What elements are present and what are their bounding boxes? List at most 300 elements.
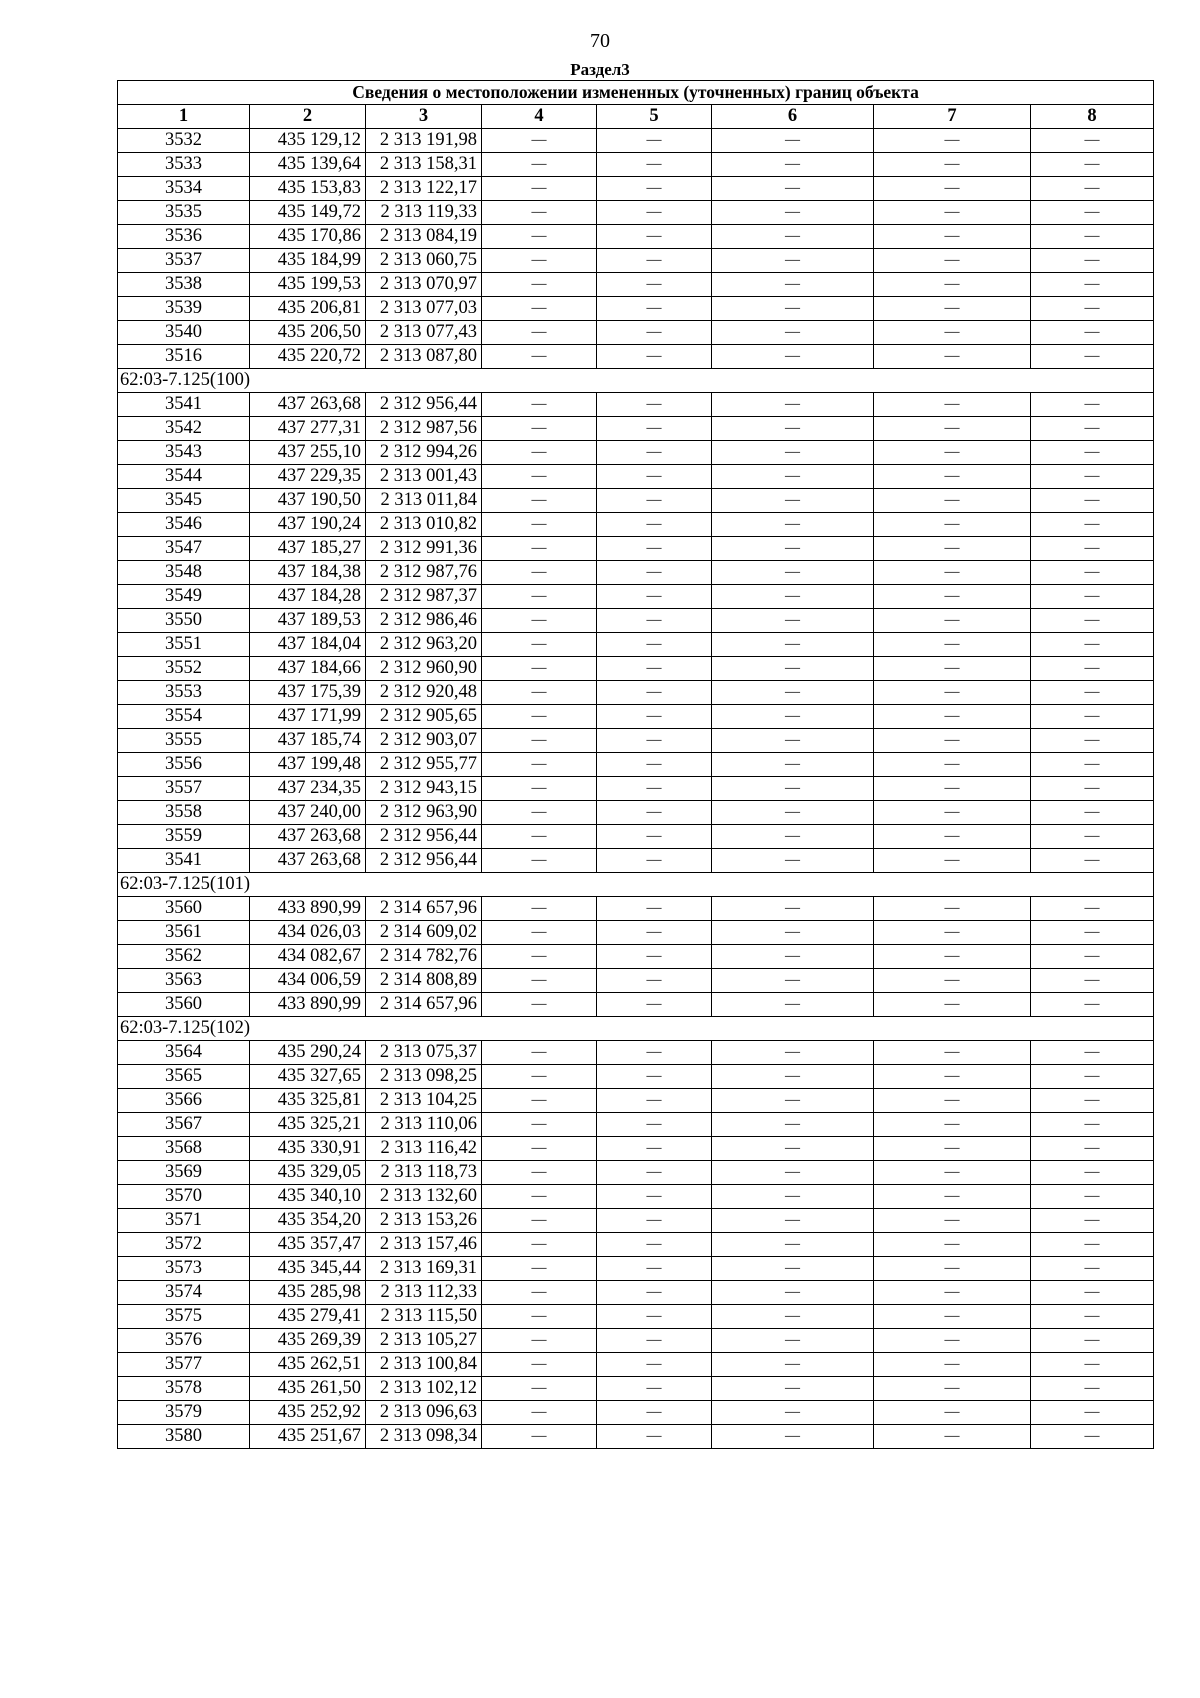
point-number-cell: 3558 [118, 801, 250, 825]
empty-value-cell: — [482, 681, 597, 705]
empty-value-cell: — [482, 1065, 597, 1089]
point-number-cell: 3541 [118, 849, 250, 873]
point-number-cell: 3565 [118, 1065, 250, 1089]
point-number-cell: 3567 [118, 1113, 250, 1137]
table-row [118, 1257, 1154, 1281]
point-number-cell: 3560 [118, 993, 250, 1017]
empty-value-cell: — [482, 465, 597, 489]
point-number-cell: 3535 [118, 201, 250, 225]
table-row [118, 729, 1154, 753]
empty-value-cell: — [482, 609, 597, 633]
empty-value-cell: — [712, 1353, 874, 1377]
empty-value-cell: — [597, 513, 712, 537]
point-number-cell: 3575 [118, 1305, 250, 1329]
empty-value-cell: — [712, 1401, 874, 1425]
empty-value-cell: — [874, 1185, 1031, 1209]
empty-value-cell: — [597, 1377, 712, 1401]
empty-value-cell: — [482, 273, 597, 297]
empty-value-cell: — [1031, 1281, 1154, 1305]
table-row [118, 657, 1154, 681]
y-coordinate-cell: 2 313 096,63 [366, 1401, 482, 1425]
y-coordinate-cell: 2 312 987,37 [366, 585, 482, 609]
empty-value-cell: — [1031, 417, 1154, 441]
empty-value-cell: — [874, 609, 1031, 633]
empty-value-cell: — [482, 249, 597, 273]
empty-value-cell: — [874, 153, 1031, 177]
empty-value-cell: — [597, 825, 712, 849]
empty-value-cell: — [1031, 177, 1154, 201]
empty-value-cell: — [482, 1425, 597, 1449]
group-row [118, 369, 1154, 393]
empty-value-cell: — [874, 201, 1031, 225]
table-row [118, 1281, 1154, 1305]
y-coordinate-cell: 2 313 087,80 [366, 345, 482, 369]
point-number-cell: 3569 [118, 1161, 250, 1185]
y-coordinate-cell: 2 313 119,33 [366, 201, 482, 225]
empty-value-cell: — [712, 969, 874, 993]
empty-value-cell: — [712, 1329, 874, 1353]
empty-value-cell: — [482, 1233, 597, 1257]
empty-value-cell: — [597, 249, 712, 273]
empty-value-cell: — [712, 1257, 874, 1281]
y-coordinate-cell: 2 313 098,25 [366, 1065, 482, 1089]
table-row [118, 1401, 1154, 1425]
x-coordinate-cell: 437 184,66 [250, 657, 366, 681]
empty-value-cell: — [1031, 513, 1154, 537]
empty-value-cell: — [874, 417, 1031, 441]
empty-value-cell: — [712, 393, 874, 417]
y-coordinate-cell: 2 314 657,96 [366, 993, 482, 1017]
empty-value-cell: — [597, 1425, 712, 1449]
y-coordinate-cell: 2 312 963,20 [366, 633, 482, 657]
empty-value-cell: — [874, 1113, 1031, 1137]
point-number-cell: 3555 [118, 729, 250, 753]
empty-value-cell: — [597, 585, 712, 609]
empty-value-cell: — [874, 657, 1031, 681]
empty-value-cell: — [1031, 993, 1154, 1017]
empty-value-cell: — [482, 1209, 597, 1233]
empty-value-cell: — [597, 993, 712, 1017]
empty-value-cell: — [712, 297, 874, 321]
empty-value-cell: — [597, 945, 712, 969]
empty-value-cell: — [1031, 561, 1154, 585]
point-number-cell: 3516 [118, 345, 250, 369]
y-coordinate-cell: 2 313 084,19 [366, 225, 482, 249]
point-number-cell: 3562 [118, 945, 250, 969]
empty-value-cell: — [874, 993, 1031, 1017]
empty-value-cell: — [597, 465, 712, 489]
empty-value-cell: — [597, 1041, 712, 1065]
x-coordinate-cell: 435 262,51 [250, 1353, 366, 1377]
point-number-cell: 3532 [118, 129, 250, 153]
empty-value-cell: — [874, 1305, 1031, 1329]
point-number-cell: 3564 [118, 1041, 250, 1065]
empty-value-cell: — [1031, 585, 1154, 609]
y-coordinate-cell: 2 312 956,44 [366, 849, 482, 873]
empty-value-cell: — [482, 825, 597, 849]
empty-value-cell: — [1031, 897, 1154, 921]
empty-value-cell: — [597, 897, 712, 921]
empty-value-cell: — [1031, 777, 1154, 801]
table-row [118, 1353, 1154, 1377]
x-coordinate-cell: 437 240,00 [250, 801, 366, 825]
empty-value-cell: — [597, 225, 712, 249]
y-coordinate-cell: 2 313 115,50 [366, 1305, 482, 1329]
empty-value-cell: — [482, 1353, 597, 1377]
point-number-cell: 3544 [118, 465, 250, 489]
empty-value-cell: — [712, 777, 874, 801]
empty-value-cell: — [1031, 273, 1154, 297]
x-coordinate-cell: 434 082,67 [250, 945, 366, 969]
empty-value-cell: — [597, 681, 712, 705]
empty-value-cell: — [597, 1089, 712, 1113]
empty-value-cell: — [712, 1113, 874, 1137]
x-coordinate-cell: 435 261,50 [250, 1377, 366, 1401]
empty-value-cell: — [482, 297, 597, 321]
empty-value-cell: — [482, 177, 597, 201]
empty-value-cell: — [482, 801, 597, 825]
x-coordinate-cell: 437 263,68 [250, 825, 366, 849]
empty-value-cell: — [874, 273, 1031, 297]
column-header: 8 [1031, 105, 1154, 129]
empty-value-cell: — [874, 321, 1031, 345]
empty-value-cell: — [597, 1185, 712, 1209]
x-coordinate-cell: 437 190,50 [250, 489, 366, 513]
empty-value-cell: — [874, 729, 1031, 753]
y-coordinate-cell: 2 314 808,89 [366, 969, 482, 993]
empty-value-cell: — [597, 1281, 712, 1305]
empty-value-cell: — [1031, 1401, 1154, 1425]
point-number-cell: 3554 [118, 705, 250, 729]
x-coordinate-cell: 435 330,91 [250, 1137, 366, 1161]
empty-value-cell: — [482, 657, 597, 681]
empty-value-cell: — [712, 345, 874, 369]
empty-value-cell: — [712, 609, 874, 633]
point-number-cell: 3580 [118, 1425, 250, 1449]
empty-value-cell: — [482, 585, 597, 609]
empty-value-cell: — [874, 825, 1031, 849]
empty-value-cell: — [482, 1161, 597, 1185]
x-coordinate-cell: 435 325,21 [250, 1113, 366, 1137]
table-row [118, 249, 1154, 273]
empty-value-cell: — [1031, 1209, 1154, 1233]
empty-value-cell: — [597, 489, 712, 513]
empty-value-cell: — [482, 849, 597, 873]
empty-value-cell: — [482, 945, 597, 969]
empty-value-cell: — [1031, 849, 1154, 873]
empty-value-cell: — [482, 1041, 597, 1065]
empty-value-cell: — [1031, 753, 1154, 777]
empty-value-cell: — [1031, 657, 1154, 681]
empty-value-cell: — [597, 417, 712, 441]
empty-value-cell: — [1031, 729, 1154, 753]
empty-value-cell: — [1031, 825, 1154, 849]
empty-value-cell: — [1031, 1113, 1154, 1137]
empty-value-cell: — [712, 897, 874, 921]
y-coordinate-cell: 2 313 116,42 [366, 1137, 482, 1161]
y-coordinate-cell: 2 313 112,33 [366, 1281, 482, 1305]
y-coordinate-cell: 2 313 001,43 [366, 465, 482, 489]
point-number-cell: 3573 [118, 1257, 250, 1281]
x-coordinate-cell: 435 206,50 [250, 321, 366, 345]
point-number-cell: 3571 [118, 1209, 250, 1233]
empty-value-cell: — [597, 969, 712, 993]
y-coordinate-cell: 2 313 104,25 [366, 1089, 482, 1113]
empty-value-cell: — [482, 993, 597, 1017]
empty-value-cell: — [597, 561, 712, 585]
empty-value-cell: — [712, 513, 874, 537]
point-number-cell: 3556 [118, 753, 250, 777]
table-row [118, 441, 1154, 465]
table-row [118, 1233, 1154, 1257]
empty-value-cell: — [482, 705, 597, 729]
empty-value-cell: — [597, 393, 712, 417]
point-number-cell: 3543 [118, 441, 250, 465]
empty-value-cell: — [712, 321, 874, 345]
y-coordinate-cell: 2 313 011,84 [366, 489, 482, 513]
empty-value-cell: — [482, 969, 597, 993]
empty-value-cell: — [712, 657, 874, 681]
table-row [118, 297, 1154, 321]
x-coordinate-cell: 433 890,99 [250, 993, 366, 1017]
x-coordinate-cell: 434 026,03 [250, 921, 366, 945]
table-header-row [118, 105, 1154, 129]
empty-value-cell: — [712, 225, 874, 249]
point-number-cell: 3533 [118, 153, 250, 177]
empty-value-cell: — [597, 921, 712, 945]
empty-value-cell: — [874, 1065, 1031, 1089]
x-coordinate-cell: 435 129,12 [250, 129, 366, 153]
empty-value-cell: — [712, 705, 874, 729]
empty-value-cell: — [1031, 945, 1154, 969]
empty-value-cell: — [482, 489, 597, 513]
empty-value-cell: — [1031, 969, 1154, 993]
table-row [118, 849, 1154, 873]
empty-value-cell: — [597, 129, 712, 153]
table-row [118, 1041, 1154, 1065]
empty-value-cell: — [874, 1089, 1031, 1113]
empty-value-cell: — [597, 729, 712, 753]
empty-value-cell: — [1031, 1089, 1154, 1113]
column-header: 1 [118, 105, 250, 129]
empty-value-cell: — [1031, 1233, 1154, 1257]
group-label: 62:03-7.125(101) [118, 873, 1154, 897]
empty-value-cell: — [874, 849, 1031, 873]
empty-value-cell: — [597, 153, 712, 177]
y-coordinate-cell: 2 313 169,31 [366, 1257, 482, 1281]
table-row [118, 1137, 1154, 1161]
empty-value-cell: — [712, 201, 874, 225]
empty-value-cell: — [1031, 489, 1154, 513]
section-title: Раздел3 [570, 60, 630, 79]
empty-value-cell: — [874, 1161, 1031, 1185]
point-number-cell: 3576 [118, 1329, 250, 1353]
empty-value-cell: — [1031, 1065, 1154, 1089]
empty-value-cell: — [597, 1257, 712, 1281]
table-row [118, 633, 1154, 657]
empty-value-cell: — [482, 345, 597, 369]
table-row [118, 513, 1154, 537]
empty-value-cell: — [712, 1137, 874, 1161]
empty-value-cell: — [712, 537, 874, 561]
table-row [118, 393, 1154, 417]
x-coordinate-cell: 435 251,67 [250, 1425, 366, 1449]
x-coordinate-cell: 435 206,81 [250, 297, 366, 321]
point-number-cell: 3579 [118, 1401, 250, 1425]
empty-value-cell: — [874, 1233, 1031, 1257]
empty-value-cell: — [712, 129, 874, 153]
empty-value-cell: — [874, 1281, 1031, 1305]
empty-value-cell: — [597, 321, 712, 345]
column-header: 5 [597, 105, 712, 129]
y-coordinate-cell: 2 314 657,96 [366, 897, 482, 921]
x-coordinate-cell: 437 184,04 [250, 633, 366, 657]
table-row [118, 681, 1154, 705]
empty-value-cell: — [482, 129, 597, 153]
empty-value-cell: — [482, 561, 597, 585]
y-coordinate-cell: 2 312 903,07 [366, 729, 482, 753]
empty-value-cell: — [482, 777, 597, 801]
empty-value-cell: — [712, 753, 874, 777]
empty-value-cell: — [712, 177, 874, 201]
x-coordinate-cell: 435 345,44 [250, 1257, 366, 1281]
table-row [118, 1329, 1154, 1353]
empty-value-cell: — [482, 225, 597, 249]
y-coordinate-cell: 2 313 060,75 [366, 249, 482, 273]
table-row [118, 201, 1154, 225]
table-row [118, 969, 1154, 993]
x-coordinate-cell: 437 263,68 [250, 393, 366, 417]
x-coordinate-cell: 437 185,27 [250, 537, 366, 561]
empty-value-cell: — [597, 1137, 712, 1161]
table-row [118, 1425, 1154, 1449]
empty-value-cell: — [482, 1401, 597, 1425]
table-row [118, 921, 1154, 945]
empty-value-cell: — [874, 753, 1031, 777]
empty-value-cell: — [482, 729, 597, 753]
empty-value-cell: — [1031, 801, 1154, 825]
table-row [118, 561, 1154, 585]
table-row [118, 273, 1154, 297]
empty-value-cell: — [874, 489, 1031, 513]
empty-value-cell: — [1031, 321, 1154, 345]
empty-value-cell: — [1031, 1425, 1154, 1449]
empty-value-cell: — [712, 1209, 874, 1233]
empty-value-cell: — [874, 345, 1031, 369]
table-row [118, 777, 1154, 801]
empty-value-cell: — [712, 729, 874, 753]
table-body [118, 129, 1154, 1449]
empty-value-cell: — [597, 1401, 712, 1425]
table-row [118, 753, 1154, 777]
empty-value-cell: — [712, 1041, 874, 1065]
x-coordinate-cell: 435 329,05 [250, 1161, 366, 1185]
empty-value-cell: — [712, 585, 874, 609]
empty-value-cell: — [597, 777, 712, 801]
column-header: 2 [250, 105, 366, 129]
empty-value-cell: — [597, 201, 712, 225]
page-number: 70 [590, 30, 610, 52]
x-coordinate-cell: 437 263,68 [250, 849, 366, 873]
y-coordinate-cell: 2 313 075,37 [366, 1041, 482, 1065]
empty-value-cell: — [597, 633, 712, 657]
table-row [118, 489, 1154, 513]
x-coordinate-cell: 437 184,38 [250, 561, 366, 585]
empty-value-cell: — [597, 345, 712, 369]
coordinates-table [117, 80, 1154, 1449]
empty-value-cell: — [597, 1329, 712, 1353]
empty-value-cell: — [482, 1257, 597, 1281]
column-header: 7 [874, 105, 1031, 129]
y-coordinate-cell: 2 314 782,76 [366, 945, 482, 969]
empty-value-cell: — [712, 1377, 874, 1401]
table-row [118, 537, 1154, 561]
empty-value-cell: — [482, 921, 597, 945]
point-number-cell: 3549 [118, 585, 250, 609]
empty-value-cell: — [1031, 1137, 1154, 1161]
empty-value-cell: — [712, 1065, 874, 1089]
empty-value-cell: — [597, 1209, 712, 1233]
empty-value-cell: — [1031, 681, 1154, 705]
table-title: Сведения о местоположении измененных (уточненных) границ объекта [118, 81, 1154, 105]
empty-value-cell: — [1031, 1185, 1154, 1209]
empty-value-cell: — [874, 705, 1031, 729]
empty-value-cell: — [712, 849, 874, 873]
point-number-cell: 3572 [118, 1233, 250, 1257]
x-coordinate-cell: 437 190,24 [250, 513, 366, 537]
column-header: 3 [366, 105, 482, 129]
empty-value-cell: — [1031, 1257, 1154, 1281]
point-number-cell: 3541 [118, 393, 250, 417]
y-coordinate-cell: 2 313 077,43 [366, 321, 482, 345]
table-row [118, 825, 1154, 849]
table-row [118, 153, 1154, 177]
empty-value-cell: — [1031, 609, 1154, 633]
x-coordinate-cell: 435 199,53 [250, 273, 366, 297]
x-coordinate-cell: 435 340,10 [250, 1185, 366, 1209]
empty-value-cell: — [482, 537, 597, 561]
y-coordinate-cell: 2 313 077,03 [366, 297, 482, 321]
empty-value-cell: — [482, 1089, 597, 1113]
table-row [118, 705, 1154, 729]
x-coordinate-cell: 435 327,65 [250, 1065, 366, 1089]
point-number-cell: 3551 [118, 633, 250, 657]
x-coordinate-cell: 435 149,72 [250, 201, 366, 225]
group-label: 62:03-7.125(102) [118, 1017, 1154, 1041]
empty-value-cell: — [597, 609, 712, 633]
empty-value-cell: — [597, 1161, 712, 1185]
y-coordinate-cell: 2 313 158,31 [366, 153, 482, 177]
table-row [118, 1377, 1154, 1401]
empty-value-cell: — [874, 129, 1031, 153]
empty-value-cell: — [482, 753, 597, 777]
empty-value-cell: — [712, 1089, 874, 1113]
table-row [118, 1161, 1154, 1185]
point-number-cell: 3570 [118, 1185, 250, 1209]
y-coordinate-cell: 2 312 920,48 [366, 681, 482, 705]
empty-value-cell: — [712, 249, 874, 273]
x-coordinate-cell: 435 269,39 [250, 1329, 366, 1353]
y-coordinate-cell: 2 313 105,27 [366, 1329, 482, 1353]
x-coordinate-cell: 437 171,99 [250, 705, 366, 729]
empty-value-cell: — [874, 945, 1031, 969]
x-coordinate-cell: 437 175,39 [250, 681, 366, 705]
empty-value-cell: — [874, 1425, 1031, 1449]
point-number-cell: 3578 [118, 1377, 250, 1401]
empty-value-cell: — [482, 321, 597, 345]
empty-value-cell: — [1031, 465, 1154, 489]
empty-value-cell: — [712, 153, 874, 177]
